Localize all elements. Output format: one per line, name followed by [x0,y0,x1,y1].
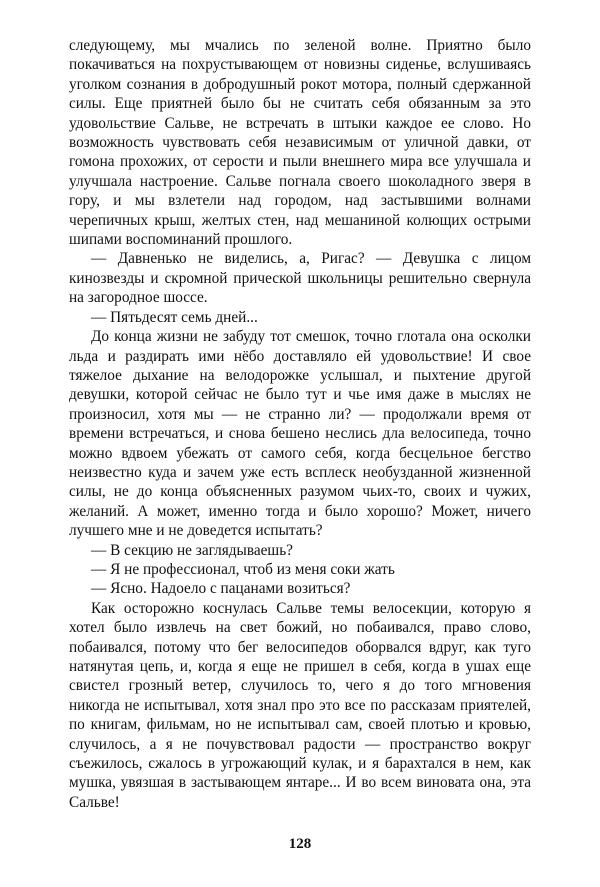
page-text [69,36,531,812]
paragraph-2: — Давненько не виделись, а, Ригас? — Девушка с лицом кинозвезды и скромной прической школьницы решительно свернула на загородное шоссе. [69,250,531,307]
paragraph-5: — В секцию не заглядываешь? [91,541,293,559]
paragraph-4: До конца жизни не забуду тот смешок, точно глотала она осколки льда и раздирать ими нёбо доставляло ей удовольствие! И свое тяжелое дыхание на велодорожке услышал, и пыхтение другой девушки, которой сейчас не было тут и чье имя даже в мыслях не произносил, хотя мы — не странно ли? — продолжали время от времени встречаться, и снова бешено неслись дла велосипеда, точно можно вдвоем убежать от самого себя, когда бесцельное бегство неизвестно куда и зачем уже есть всплеск необузданной жизненной силы, не до конца объясненных разумом чьих-то, своих и чужих, желаний. А может, именно тогда и было хорошо? Может, ничего лучшего мне и не доведется испытать? [69,328,531,540]
paragraph-3: — Пятьдесят семь дней... [91,308,258,326]
paragraph-1: следующему, мы мчались по зеленой волне. Приятно было покачиваться на похрустывающем от новизны сиденье, вслушиваясь уголком сознания в добродушный рокот мотора, полный сдержанной силы. Еще приятней было бы не считать себя обязанным за это удовольствие Сальве, не встречать в штыки каждое ее слово. Но возможность чувствовать себя независимым от уличной давки, от гомона прохожих, от серости и пыли внешнего мира все улучшала и улучшала настроение. Сальве погнала своего шоколадного зверя в гору, и мы взлетели над городом, над застывшими волнами черепичных крыш, желтых стен, над мешаниной колющих острыми шипами воспоминаний прошлого. [69,37,531,249]
page-number: 128 [288,836,312,852]
paragraph-7: — Ясно. Надоело с пацанами возиться? [91,580,351,598]
paragraph-8: Как осторожно коснулась Сальве темы велосекции, которую я хотел было извлечь на свет божий, но побаивался, право слово, побаивался, потому что бег велосипедов оборвался вдруг, как туго натянутая цепь, и, когда я еще не пришел в себя, когда в ушах еще свистел грозный ветер, случилось то, чего я до того мгновения никогда не испытывал, хотя знал про это все по рассказам приятелей, по книгам, фильмам, но не испытывал сам, своей плотью и кровью, случилось, а я не почувствовал радости — пространство вокруг съежилось, сжалось в угрожающий кулак, и я барахтался в нем, как мушка, увязшая в застывающем янтаре... И во всем виновата она, эта Сальве! [69,599,531,811]
paragraph-6: — Я не профессионал, чтоб из меня соки жать [91,560,395,578]
